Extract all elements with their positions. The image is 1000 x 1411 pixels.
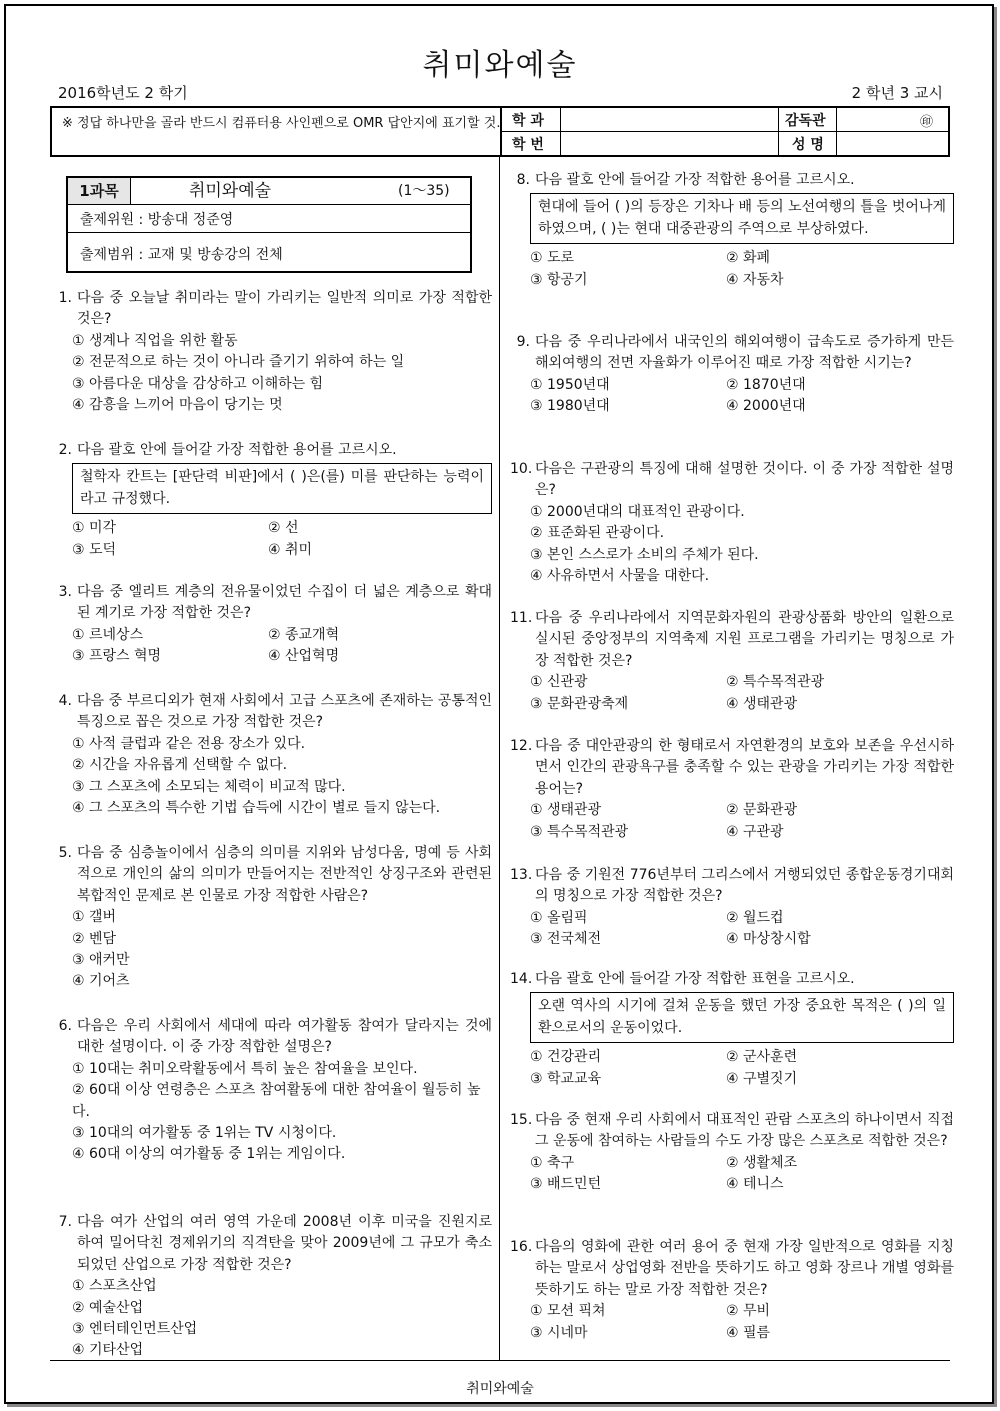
question-text: 다음 중 현재 우리 사회에서 대표적인 관람 스포츠의 하나이면서 직접 그 운동에 참여하는 사람들의 수도 가장 많은 스포츠로 적합한 것은?	[535, 1112, 954, 1150]
dept-label: 학 과	[512, 113, 544, 129]
question-number: 6.	[58, 1018, 72, 1034]
question-number: 13.	[510, 867, 533, 883]
answer-option: ① 1950년대	[530, 376, 610, 393]
question-stem	[52, 288, 492, 331]
question-text: 다음은 우리 사회에서 세대에 따라 여가활동 참여가 달라지는 것에 대한 설명이다. 이 중 가장 적합한 설명은?	[77, 1018, 492, 1056]
question-stem	[510, 459, 954, 502]
question-number: 14.	[510, 971, 533, 987]
notice-text: ※ 정답 하나만을 골라 반드시 컴퓨터용 사인펜으로 OMR 답안지에 표기할 것.	[62, 116, 501, 131]
answer-option: ④ 2000년대	[726, 398, 806, 415]
answer-option: ① 건강관리	[530, 1049, 602, 1066]
answer-option: ④ 산업혁명	[268, 648, 340, 665]
answer-options	[530, 672, 954, 715]
student-id-label: 학 번	[512, 137, 544, 153]
answer-options	[530, 375, 954, 418]
answer-option: ② 종교개혁	[268, 626, 340, 643]
passage-box: 오랜 역사의 시기에 걸쳐 운동을 했던 가장 중요한 목적은 ( )의 일환으로서의 운동이었다.	[530, 992, 954, 1043]
answer-option: ① 올림픽	[530, 909, 588, 926]
question-number: 2.	[58, 442, 72, 458]
answer-options	[530, 1047, 954, 1090]
answer-option: ③ 그 스포츠에 소모되는 체력이 비교적 많다.	[72, 778, 346, 795]
answer-options	[52, 734, 492, 820]
answer-option: ④ 자동차	[726, 271, 784, 288]
answer-option: ② 생활체조	[726, 1154, 798, 1171]
question-number: 12.	[510, 738, 533, 754]
question-text: 다음은 구관광의 특징에 대해 설명한 것이다. 이 중 가장 적합한 설명은?	[535, 461, 954, 499]
question-text: 다음 괄호 안에 들어갈 가장 적합한 표현을 고르시오.	[535, 971, 855, 987]
question-5	[52, 843, 492, 993]
question-stem	[52, 440, 492, 461]
question-number: 16.	[510, 1239, 533, 1255]
answer-option: ① 갤버	[72, 909, 117, 926]
answer-option: ① 10대는 취미오락활동에서 특히 높은 참여율을 보인다.	[72, 1060, 418, 1077]
subject-header	[68, 178, 470, 205]
answer-option: ④ 구관광	[726, 823, 784, 840]
question-8	[510, 170, 954, 291]
answer-option: ④ 기어츠	[72, 973, 130, 990]
subject-scope: 출제범위 : 교재 및 방송강의 전체	[80, 247, 283, 263]
question-stem	[52, 691, 492, 734]
answer-option: ② 선	[268, 520, 299, 537]
answer-option: ③ 아름다운 대상을 감상하고 이해하는 힘	[72, 375, 324, 392]
column-divider	[499, 157, 500, 1360]
question-text: 다음 괄호 안에 들어갈 가장 적합한 용어를 고르시오.	[77, 442, 397, 458]
answer-option: ③ 10대의 여가활동 중 1위는 TV 시청이다.	[72, 1125, 337, 1142]
answer-option: ④ 기타산업	[72, 1342, 144, 1359]
question-text: 다음 중 오늘날 취미라는 말이 가리키는 일반적 의미로 가장 적합한 것은?	[77, 290, 492, 328]
bottom-rule	[50, 1360, 950, 1361]
answer-options	[530, 1153, 954, 1196]
question-6	[52, 1016, 492, 1166]
question-10	[510, 459, 954, 587]
question-9	[510, 332, 954, 418]
question-stem	[52, 582, 492, 625]
answer-option: ④ 취미	[268, 541, 313, 558]
question-text: 다음 중 우리나라에서 지역문화자원의 관광상품화 방안의 일환으로 실시된 중앙정부의 지역축제 지원 프로그램을 가리키는 명칭으로 가장 적합한 것은?	[535, 610, 954, 669]
question-16	[510, 1237, 954, 1344]
answer-option: ① 2000년대의 대표적인 관광이다.	[530, 503, 745, 520]
question-stem	[510, 865, 954, 908]
answer-option: ③ 시네마	[530, 1324, 588, 1341]
divider	[500, 131, 948, 132]
question-range: (1～35)	[398, 183, 450, 199]
answer-option: ③ 엔터테인먼트산업	[72, 1321, 198, 1338]
grade-period: 2 학년 3 교시	[851, 84, 943, 102]
answer-option: ① 신관광	[530, 674, 588, 691]
answer-option: ③ 애커만	[72, 952, 130, 969]
question-stem	[52, 843, 492, 907]
question-text: 다음 중 기원전 776년부터 그리스에서 거행되었던 종합운동경기대회의 명칭으로 가장 적합한 것은?	[535, 867, 954, 905]
answer-option: ④ 생태관광	[726, 695, 798, 712]
answer-option: ③ 학교교육	[530, 1070, 602, 1087]
question-stem	[510, 1110, 954, 1153]
question-13	[510, 865, 954, 951]
question-1	[52, 288, 492, 416]
question-stem	[510, 170, 954, 191]
answer-option: ② 화폐	[726, 250, 771, 267]
answer-option: ④ 감흥을 느끼어 마음이 당기는 멋	[72, 397, 283, 414]
passage-box: 현대에 들어 ( )의 등장은 기차나 배 등의 노선여행의 틀을 벗어나게 하였으며, ( )는 현대 대중관광의 주역으로 부상하였다.	[530, 193, 954, 244]
answer-option: ③ 항공기	[530, 271, 588, 288]
page-title: 취미와예술	[422, 48, 578, 83]
answer-option: ③ 문화관광축제	[530, 695, 629, 712]
question-text: 다음 괄호 안에 들어갈 가장 적합한 용어를 고르시오.	[535, 172, 855, 188]
notice-box	[50, 106, 950, 157]
passage-box: 철학자 칸트는 [판단력 비판]에서 ( )은(를) 미를 판단하는 능력이라고 규정했다.	[72, 463, 492, 514]
answer-options	[52, 1059, 492, 1166]
question-14	[510, 969, 954, 1090]
question-text: 다음 중 부르디외가 현재 사회에서 고급 스포츠에 존재하는 공통적인 특징으로 꼽은 것으로 가장 적합한 것은?	[77, 693, 492, 731]
answer-option: ① 미각	[72, 520, 117, 537]
question-number: 5.	[58, 845, 72, 861]
answer-option: ① 도로	[530, 250, 575, 267]
answer-options	[530, 1301, 954, 1344]
supervisor-label: 감독관	[785, 113, 826, 129]
question-number: 3.	[58, 584, 72, 600]
question-text: 다음 중 우리나라에서 내국인의 해외여행이 급속도로 증가하게 만든 해외여행의 전면 자율화가 이루어진 때로 가장 적합한 시기는?	[535, 334, 954, 372]
answer-option: ④ 그 스포츠의 특수한 기법 습득에 시간이 별로 들지 않는다.	[72, 800, 441, 817]
question-4	[52, 691, 492, 819]
answer-option: ① 스포츠산업	[72, 1278, 157, 1295]
answer-options	[52, 1276, 492, 1362]
answer-options	[52, 907, 492, 993]
page-footer: 취미와예술	[466, 1381, 534, 1397]
answer-option: ② 60대 이상 연령층은 스포츠 참여활동에 대한 참여율이 월등히 높다.	[72, 1082, 481, 1120]
answer-option: ② 월드컵	[726, 909, 784, 926]
answer-option: ① 모션 픽쳐	[530, 1303, 606, 1320]
answer-option: ③ 1980년대	[530, 398, 610, 415]
question-text: 다음 중 대안관광의 한 형태로서 자연환경의 보호와 보존을 우선시하면서 인간의 관광욕구를 충족할 수 있는 관광을 가리키는 가장 적합한 용어는?	[535, 738, 954, 797]
question-stem	[510, 1237, 954, 1301]
answer-option: ④ 마상창시합	[726, 931, 811, 948]
seal-mark: ㊞	[920, 115, 934, 130]
answer-option: ② 시간을 자유롭게 선택할 수 없다.	[72, 757, 288, 774]
answer-options	[530, 908, 954, 951]
answer-option: ④ 필름	[726, 1324, 771, 1341]
question-2	[52, 440, 492, 561]
answer-option: ③ 본인 스스로가 소비의 주체가 된다.	[530, 546, 759, 563]
subject-box	[66, 176, 472, 273]
answer-option: ② 벤담	[72, 930, 117, 947]
answer-option: ① 축구	[530, 1154, 575, 1171]
answer-option: ① 르네상스	[72, 626, 144, 643]
answer-option: ③ 도덕	[72, 541, 117, 558]
question-15	[510, 1110, 954, 1196]
question-stem	[510, 969, 954, 990]
answer-option: ④ 테니스	[726, 1176, 784, 1193]
question-stem	[510, 332, 954, 375]
subject-name: 취미와예술	[188, 181, 272, 201]
answer-option: ④ 사유하면서 사물을 대한다.	[530, 568, 710, 585]
divider	[68, 232, 470, 233]
answer-option: ③ 프랑스 혁명	[72, 648, 162, 665]
answer-option: ③ 특수목적관광	[530, 823, 629, 840]
name-label: 성 명	[792, 137, 824, 153]
question-number: 7.	[58, 1214, 72, 1230]
question-number: 4.	[58, 693, 72, 709]
answer-option: ① 생계나 직업을 위한 활동	[72, 332, 238, 349]
question-7	[52, 1212, 492, 1362]
answer-option: ③ 배드민턴	[530, 1176, 602, 1193]
subject-number: 1과목	[68, 178, 131, 204]
answer-options	[52, 331, 492, 417]
answer-option: ② 전문적으로 하는 것이 아니라 즐기기 위하여 하는 일	[72, 354, 405, 371]
question-stem	[52, 1212, 492, 1276]
answer-option: ② 예술산업	[72, 1299, 144, 1316]
answer-option: ② 문화관광	[726, 802, 798, 819]
answer-option: ② 군사훈련	[726, 1049, 798, 1066]
question-12	[510, 736, 954, 843]
answer-option: ② 표준화된 관광이다.	[530, 525, 665, 542]
question-3	[52, 582, 492, 668]
answer-option: ② 1870년대	[726, 376, 806, 393]
answer-options	[510, 502, 954, 588]
answer-option: ④ 60대 이상의 여가활동 중 1위는 게임이다.	[72, 1146, 346, 1163]
answer-option: ① 생태관광	[530, 802, 602, 819]
answer-options	[530, 248, 954, 291]
answer-option: ② 무비	[726, 1303, 771, 1320]
answer-option: ② 특수목적관광	[726, 674, 825, 691]
question-stem	[52, 1016, 492, 1059]
question-text: 다음의 영화에 관한 여러 용어 중 현재 가장 일반적으로 영화를 지칭하는 말로서 상업영화 전반을 뜻하기도 하고 영화 장르나 개별 영화를 뜻하기도 하는 말로 가장 적합한 것은?	[535, 1239, 954, 1298]
answer-options	[72, 518, 492, 561]
question-text: 다음 여가 산업의 여러 영역 가운데 2008년 이후 미국을 진원지로 하여 밀어닥친 경제위기의 직격탄을 맞아 2009년에 그 규모가 축소되었던 산업으로 가장 적합한 것은?	[77, 1214, 492, 1273]
question-number: 15.	[510, 1112, 533, 1128]
question-text: 다음 중 엘리트 계층의 전유물이었던 수집이 더 넓은 계층으로 확대된 계기로 가장 적합한 것은?	[77, 584, 492, 622]
question-11	[510, 608, 954, 715]
answer-options	[530, 800, 954, 843]
answer-option: ① 사적 클럽과 같은 전용 장소가 있다.	[72, 735, 306, 752]
question-text: 다음 중 심층놀이에서 심층의 의미를 지위와 남성다움, 명예 등 사회적으로 개인의 삶의 의미가 만들어지는 전반적인 상징구조와 관련된 복합적인 문제로 본 인물로 가장 적합한 사람은?	[77, 845, 492, 904]
question-number: 10.	[510, 461, 533, 477]
question-number: 9.	[516, 334, 530, 350]
answer-option: ③ 전국체전	[530, 931, 602, 948]
answer-option: ④ 구별짓기	[726, 1070, 798, 1087]
answer-options	[72, 625, 492, 668]
year-term: 2016학년도 2 학기	[58, 84, 188, 102]
question-stem	[510, 736, 954, 800]
subject-author: 출제위원 : 방송대 정준영	[80, 212, 234, 228]
question-stem	[510, 608, 954, 672]
question-number: 1.	[58, 290, 72, 306]
question-number: 11.	[510, 610, 533, 626]
question-number: 8.	[516, 172, 530, 188]
